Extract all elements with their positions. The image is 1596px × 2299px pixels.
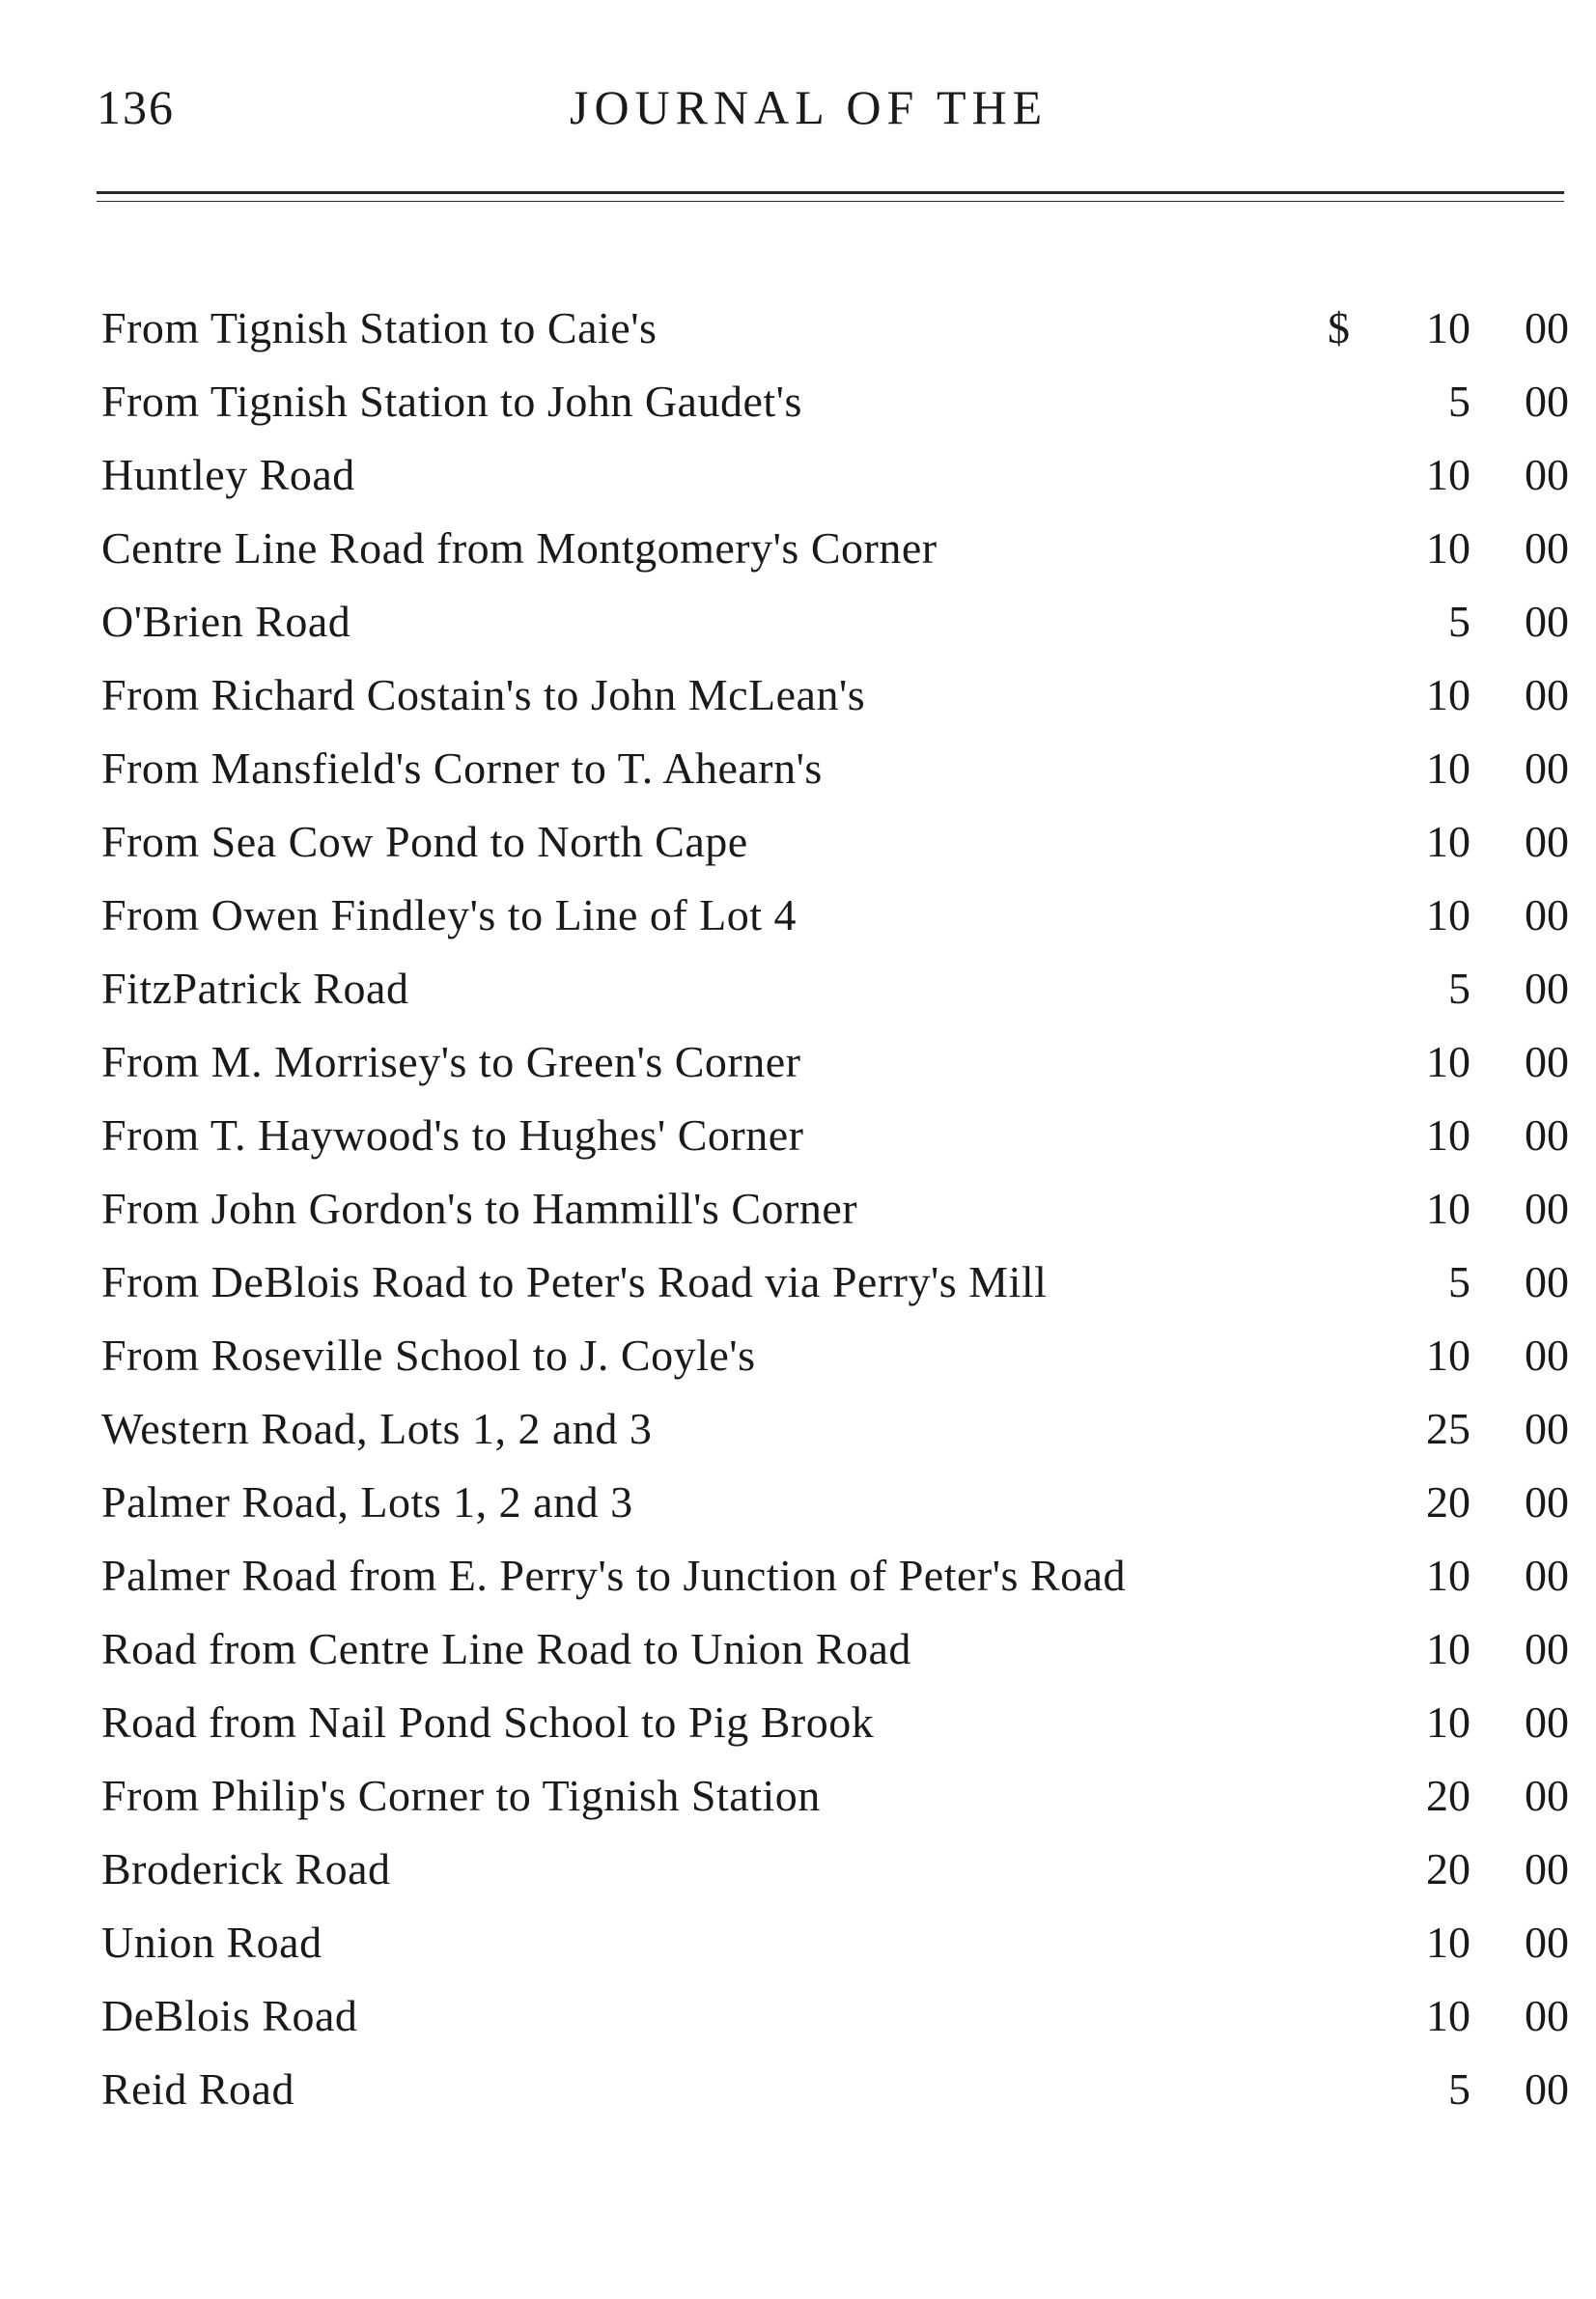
ledger-row (101, 886, 1569, 960)
amount-dollars: 5 (1448, 1257, 1470, 1306)
amount (1328, 886, 1569, 944)
amount (1328, 1400, 1569, 1458)
amount-dollars: 10 (1426, 1624, 1470, 1673)
road-name: From Mansfield's Corner to T. Ahearn's (101, 743, 823, 793)
amount-cents: 00 (1525, 743, 1569, 793)
amount-dollars: 10 (1426, 1918, 1470, 1967)
amount (1328, 960, 1569, 1018)
amount (1328, 1694, 1569, 1752)
ledger-row (101, 1620, 1569, 1694)
ledger-row (101, 740, 1569, 813)
road-name: From Owen Findley's to Line of Lot 4 (101, 890, 798, 939)
amount (1328, 1914, 1569, 1972)
amount-dollars: 10 (1426, 1037, 1470, 1086)
amount-dollars: 5 (1448, 2064, 1470, 2114)
road-name: From Tignish Station to Caie's (101, 303, 658, 352)
amount (1328, 1327, 1569, 1385)
amount-dollars: 10 (1426, 743, 1470, 793)
ledger-row (101, 813, 1569, 886)
amount (1328, 666, 1569, 724)
ledger-row (101, 299, 1569, 373)
ledger-row (101, 1547, 1569, 1620)
amount (1328, 299, 1569, 357)
amount (1328, 1033, 1569, 1091)
ledger-row (101, 1694, 1569, 1767)
amount-cents: 00 (1525, 1331, 1569, 1380)
ledger-row (101, 1033, 1569, 1107)
amount-dollars: 5 (1448, 597, 1470, 646)
amount-cents: 00 (1525, 377, 1569, 426)
amount (1328, 519, 1569, 577)
amount (1328, 1620, 1569, 1678)
ledger-row (101, 1400, 1569, 1473)
road-name: Western Road, Lots 1, 2 and 3 (101, 1404, 653, 1453)
road-name: Road from Nail Pond School to Pig Brook (101, 1697, 875, 1747)
amount (1328, 1840, 1569, 1898)
amount-cents: 00 (1525, 817, 1569, 866)
amount-dollars: 10 (1426, 1551, 1470, 1600)
ledger-row (101, 1180, 1569, 1253)
ledger-row (101, 1767, 1569, 1840)
amount (1328, 740, 1569, 798)
road-name: From Richard Costain's to John McLean's (101, 670, 866, 719)
road-name: Road from Centre Line Road to Union Road (101, 1624, 911, 1673)
amount-cents: 00 (1525, 1771, 1569, 1820)
amount-cents: 00 (1525, 1037, 1569, 1086)
ledger-row (101, 519, 1569, 593)
amount (1328, 1547, 1569, 1605)
amount-cents: 00 (1525, 450, 1569, 499)
amount-dollars: 25 (1426, 1404, 1470, 1453)
amount-cents: 00 (1525, 1624, 1569, 1673)
amount (1328, 1107, 1569, 1164)
page-header (97, 79, 1564, 147)
amount-dollars: 10 (1426, 303, 1470, 352)
road-name: From John Gordon's to Hammill's Corner (101, 1184, 858, 1233)
amount (1328, 1180, 1569, 1238)
ledger-row (101, 373, 1569, 446)
amount-dollars: 10 (1426, 1331, 1470, 1380)
amount (1328, 813, 1569, 871)
amount-dollars: 10 (1426, 1697, 1470, 1747)
road-name: From T. Haywood's to Hughes' Corner (101, 1110, 804, 1160)
ledger-row (101, 1473, 1569, 1547)
road-name: From Philip's Corner to Tignish Station (101, 1771, 821, 1820)
road-name: Reid Road (101, 2064, 294, 2114)
road-name: From Tignish Station to John Gaudet's (101, 377, 802, 426)
appropriation-list (101, 299, 1569, 2134)
amount-dollars: 10 (1426, 1991, 1470, 2040)
page-number: 136 (97, 80, 175, 134)
amount-dollars: 10 (1426, 890, 1470, 939)
amount (1328, 446, 1569, 504)
amount-dollars: 20 (1426, 1477, 1470, 1527)
amount-dollars: 5 (1448, 964, 1470, 1013)
amount (1328, 1473, 1569, 1531)
road-name: Huntley Road (101, 450, 355, 499)
ledger-row (101, 1914, 1569, 1987)
amount-dollars: 20 (1426, 1844, 1470, 1893)
road-name: O'Brien Road (101, 597, 351, 646)
amount-dollars: 10 (1426, 817, 1470, 866)
road-name: Broderick Road (101, 1844, 391, 1893)
road-name: From DeBlois Road to Peter's Road via Perry's Mill (101, 1257, 1048, 1306)
amount (1328, 1253, 1569, 1311)
amount-dollars: 20 (1426, 1771, 1470, 1820)
ledger-row (101, 1107, 1569, 1180)
ledger-row (101, 1987, 1569, 2061)
amount-dollars: 10 (1426, 450, 1470, 499)
ledger-row (101, 1327, 1569, 1400)
amount-dollars: 10 (1426, 670, 1470, 719)
amount-cents: 00 (1525, 303, 1569, 352)
amount-cents: 00 (1525, 1404, 1569, 1453)
ledger-row (101, 666, 1569, 740)
amount-cents: 00 (1525, 1257, 1569, 1306)
road-name: Palmer Road, Lots 1, 2 and 3 (101, 1477, 633, 1527)
road-name: DeBlois Road (101, 1991, 358, 2040)
amount-dollars: 10 (1426, 1184, 1470, 1233)
running-title: JOURNAL OF THE (570, 80, 1049, 134)
road-name: Centre Line Road from Montgomery's Corner (101, 523, 938, 573)
amount (1328, 1987, 1569, 2045)
amount-cents: 00 (1525, 1918, 1569, 1967)
amount-cents: 00 (1525, 1184, 1569, 1233)
road-name: From Sea Cow Pond to North Cape (101, 817, 748, 866)
amount-cents: 00 (1525, 964, 1569, 1013)
amount-cents: 00 (1525, 670, 1569, 719)
ledger-row (101, 1253, 1569, 1327)
header-rule-thick (97, 191, 1564, 194)
ledger-row (101, 2061, 1569, 2134)
road-name: FitzPatrick Road (101, 964, 409, 1013)
amount (1328, 1767, 1569, 1825)
amount-cents: 00 (1525, 1551, 1569, 1600)
amount-cents: 00 (1525, 1991, 1569, 2040)
header-rule-thin (97, 201, 1564, 202)
amount-cents: 00 (1525, 523, 1569, 573)
road-name: Palmer Road from E. Perry's to Junction of Peter's Road (101, 1551, 1127, 1600)
road-name: Union Road (101, 1918, 322, 1967)
amount-cents: 00 (1525, 2064, 1569, 2114)
amount-dollars: 10 (1426, 523, 1470, 573)
amount-cents: 00 (1525, 1110, 1569, 1160)
amount (1328, 373, 1569, 431)
road-name: From Roseville School to J. Coyle's (101, 1331, 756, 1380)
amount (1328, 593, 1569, 651)
ledger-row (101, 593, 1569, 666)
amount-cents: 00 (1525, 890, 1569, 939)
ledger-row (101, 446, 1569, 519)
amount-cents: 00 (1525, 1844, 1569, 1893)
amount-cents: 00 (1525, 1477, 1569, 1527)
amount-dollars: 5 (1448, 377, 1470, 426)
ledger-row (101, 1840, 1569, 1914)
ledger-row (101, 960, 1569, 1033)
amount-dollars: 10 (1426, 1110, 1470, 1160)
amount (1328, 2061, 1569, 2118)
currency-symbol: $ (1328, 303, 1350, 352)
amount-cents: 00 (1525, 597, 1569, 646)
road-name: From M. Morrisey's to Green's Corner (101, 1037, 801, 1086)
amount-cents: 00 (1525, 1697, 1569, 1747)
